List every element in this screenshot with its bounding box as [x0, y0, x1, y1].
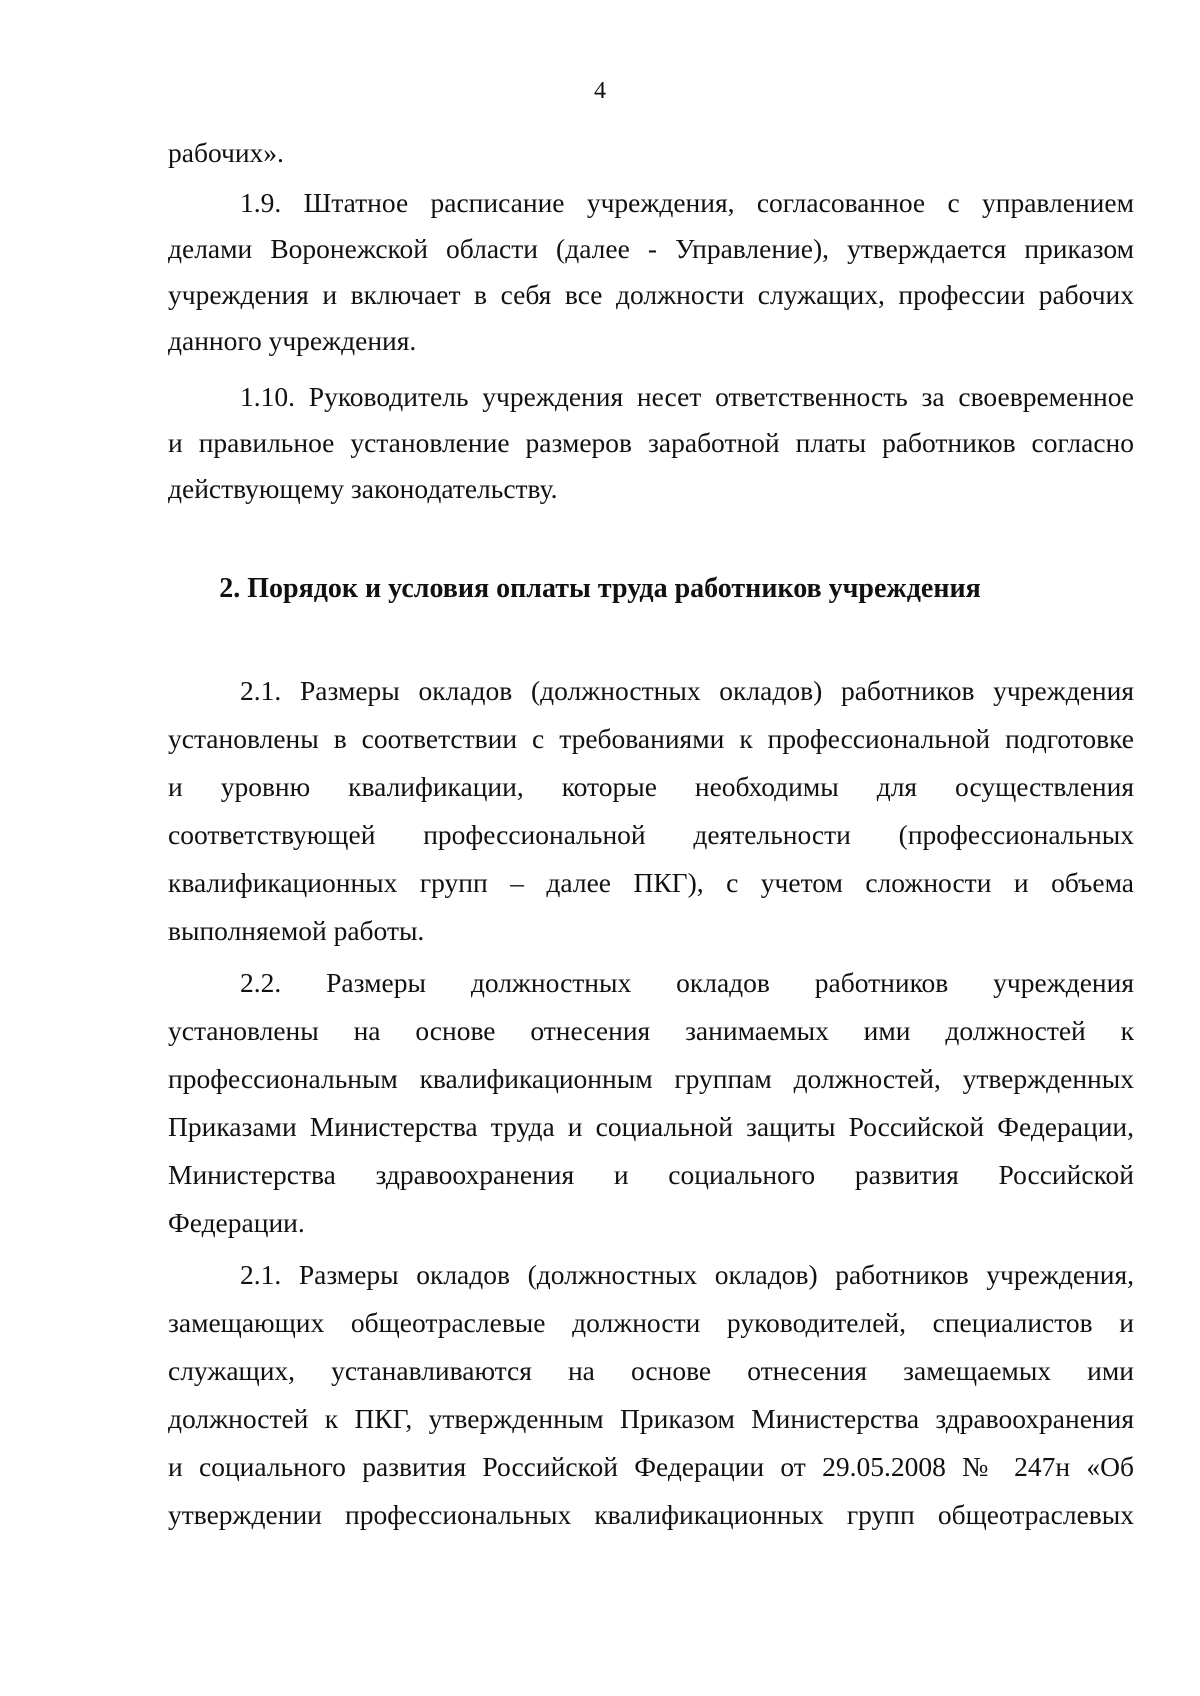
text-line: Приказами Министерства труда и социальной защиты Российской Федерации,: [168, 1111, 1134, 1142]
text-line: 1.10. Руководитель учреждения несет ответственность за своевременное: [240, 381, 1134, 412]
text-line: выполняемой работы.: [168, 915, 425, 946]
text-line: профессиональным квалификационным группам должностей, утвержденных: [168, 1063, 1134, 1094]
text-line: Министерства здравоохранения и социального развития Российской: [168, 1159, 1134, 1190]
text-line: данного учреждения.: [168, 325, 417, 356]
text-line: 1.9. Штатное расписание учреждения, согласованное с управлением: [240, 187, 1134, 218]
text-line: 2.1. Размеры окладов (должностных окладов) работников учреждения,: [240, 1259, 1134, 1290]
text-line: и правильное установление размеров заработной платы работников согласно: [168, 427, 1134, 458]
text-line: замещающих общеотраслевые должности руководителей, специалистов и: [168, 1307, 1134, 1338]
text-line: и социального развития Российской Федерации от 29.05.2008 № 247н «Об: [168, 1451, 1134, 1482]
text-line: служащих, устанавливаются на основе отнесения замещаемых ими: [168, 1355, 1134, 1386]
text-line: квалификационных групп – далее ПКГ), с учетом сложности и объема: [168, 867, 1134, 898]
text-line: учреждения и включает в себя все должности служащих, профессии рабочих: [168, 279, 1134, 310]
text-line: Федерации.: [168, 1207, 305, 1238]
text-line: установлены на основе отнесения занимаемых ими должностей к: [168, 1015, 1134, 1046]
text-line: должностей к ПКГ, утвержденным Приказом Министерства здравоохранения: [168, 1403, 1134, 1434]
text-line: и уровню квалификации, которые необходимы для осуществления: [168, 771, 1134, 802]
page-number: 4: [594, 78, 606, 104]
text-line: установлены в соответствии с требованиями к профессиональной подготовке: [168, 723, 1134, 754]
text-line: рабочих».: [168, 137, 284, 168]
text-line: 2.1. Размеры окладов (должностных окладов) работников учреждения: [240, 675, 1134, 706]
section-heading: 2. Порядок и условия оплаты труда работников учреждения: [219, 573, 981, 604]
text-line: 2.2. Размеры должностных окладов работников учреждения: [240, 967, 1134, 998]
text-line: делами Воронежской области (далее - Управление), утверждается приказом: [168, 233, 1134, 264]
text-line: действующему законодательству.: [168, 473, 558, 504]
text-line: утверждении профессиональных квалификационных групп общеотраслевых: [168, 1499, 1134, 1530]
text-line: соответствующей профессиональной деятельности (профессиональных: [168, 819, 1134, 850]
